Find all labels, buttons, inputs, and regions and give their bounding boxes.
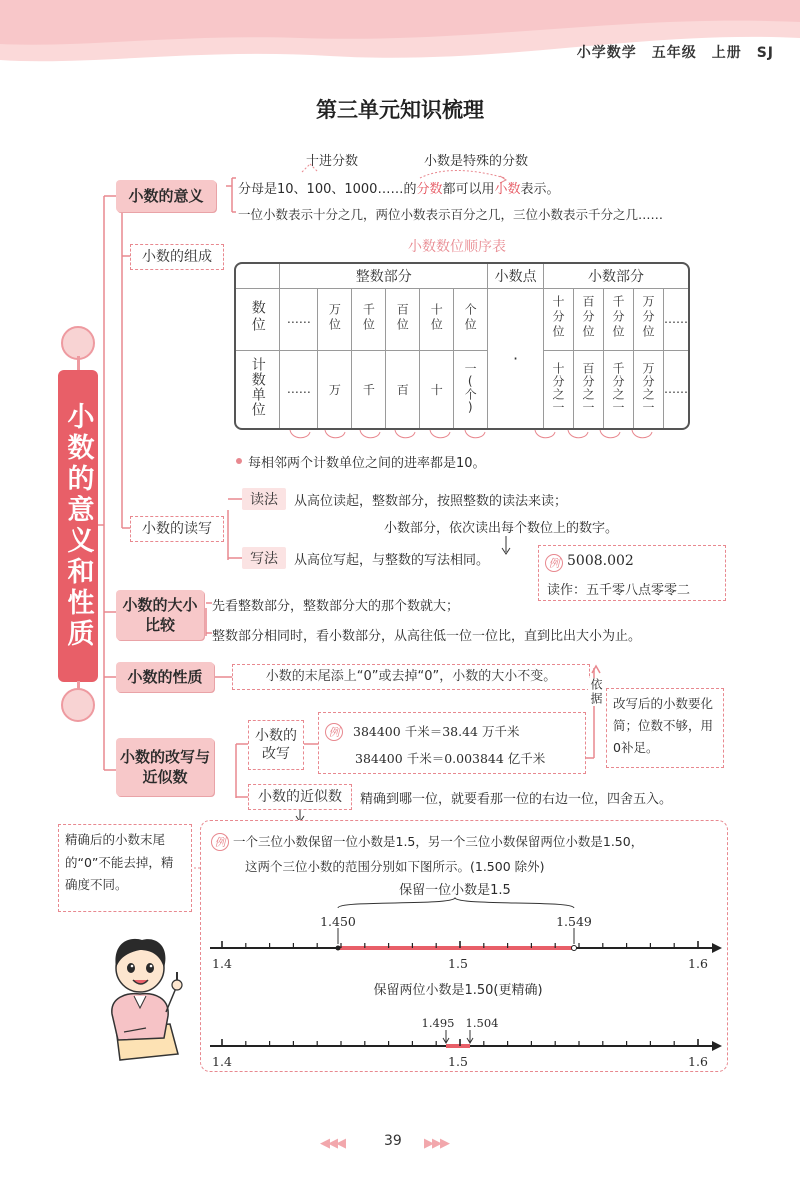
line2-ticks — [222, 1039, 698, 1046]
int-place-text: 十位 — [429, 302, 444, 333]
tick-label: 1.5 — [448, 1054, 468, 1069]
line1-low-label: 1.450 — [320, 914, 356, 929]
table-cell-int-unit: 万 — [318, 350, 352, 428]
meaning-line1-part: 都可以用 — [442, 182, 495, 197]
table-cell-dec-place — [633, 288, 663, 350]
approx-tag: 小数的近似数 — [248, 784, 352, 810]
simplify-note-box: 改写后的小数要化简；位数不够，用0补足。 — [606, 688, 724, 768]
table-cell-dec-place — [603, 288, 633, 350]
int-place-text: 千位 — [361, 302, 376, 333]
table-cell-int-place — [386, 288, 420, 350]
read-method-tag: 读法 — [242, 488, 286, 510]
example-icon: 例 — [325, 723, 343, 741]
basis-label: 依据 — [589, 678, 603, 706]
line1-caption: 保留一位小数是1.5 — [399, 883, 511, 898]
table-group-integer: 整数部分 — [280, 264, 488, 288]
dec-unit-text: 千分之一 — [610, 361, 625, 414]
dec-place-text: 百分位 — [581, 295, 595, 340]
dec-place-text: 千分位 — [610, 295, 625, 340]
place-value-table-title: 小数数位顺序表 — [408, 239, 506, 255]
compare-line2: 整数部分相同时，看小数部分，从高往低一位一位比，直到比出大小为止。 — [212, 629, 642, 644]
table-cell-point: · — [488, 288, 544, 428]
line2-high-label: 1.504 — [465, 1016, 499, 1030]
dec-place-text: 十分位 — [551, 295, 566, 340]
meaning-line2: 一位小数表示十分之几，两位小数表示百分之几，三位小数表示千分之几…… — [238, 207, 664, 222]
meaning-note-special-fraction: 小数是特殊的分数 — [424, 154, 529, 169]
read-method-line1: 从高位读起，整数部分，按照整数的读法来读； — [294, 494, 568, 509]
dec-unit-text: 十分之一 — [551, 361, 566, 414]
table-cell-dec-unit — [544, 350, 574, 428]
table-cell-int-place — [318, 288, 352, 350]
int-unit-text: 一(个) — [463, 361, 478, 414]
reading-box: 小数的读写 — [130, 516, 224, 542]
property-statement: 小数的末尾添上“0”或去掉“0”，小数的大小不变。 — [232, 664, 590, 690]
example-icon: 例 — [545, 554, 563, 572]
meaning-line1-part: 分母是10、100、1000……的 — [238, 182, 417, 197]
line1-ticks — [222, 941, 698, 948]
line2-arrow-icon — [712, 1041, 722, 1051]
table-cell-dec-unit — [603, 350, 633, 428]
table-cell-int-place — [454, 288, 488, 350]
line2-low-label: 1.495 — [421, 1016, 455, 1030]
table-cell-ellipsis: …… — [280, 350, 318, 428]
tick-label: 1.5 — [448, 956, 468, 971]
table-cell-int-unit — [454, 350, 488, 428]
tick-label: 1.6 — [688, 1054, 708, 1069]
table-cell-dec-place — [544, 288, 574, 350]
table-cell-ellipsis: …… — [664, 288, 689, 350]
meaning-line1-highlight-fraction: 分数 — [416, 182, 443, 197]
meaning-note-decimal-fraction: 十进分数 — [306, 154, 359, 169]
table-cell-int-unit: 百 — [386, 350, 420, 428]
compare-box: 小数的大小比较 — [116, 590, 204, 640]
side-note-box: 精确后的小数末尾的“0”不能去掉，精确度不同。 — [58, 824, 192, 912]
rate-note: 每相邻两个计数单位之间的进率都是10。 — [248, 456, 486, 471]
property-box: 小数的性质 — [116, 662, 214, 692]
line2-caption: 保留两位小数是1.50(更精确) — [373, 983, 543, 998]
table-cell-ellipsis: …… — [664, 350, 689, 428]
table-corner — [236, 264, 280, 288]
table-group-decimal: 小数部分 — [544, 264, 688, 288]
table-row-head-place — [236, 288, 280, 350]
rate-arrows-decoration — [280, 428, 680, 442]
table-cell-int-place — [420, 288, 454, 350]
rewrite-box: 小数的改写与近似数 — [116, 738, 214, 796]
int-place-text: 万位 — [327, 302, 342, 333]
rewrite-tag: 小数的改写 — [248, 720, 304, 770]
meaning-line1-part: 表示。 — [520, 182, 560, 197]
reading-example-read: 读作：五千零八点零零二 — [547, 583, 691, 598]
example-icon: 例 — [211, 833, 229, 851]
table-cell-int-unit: 千 — [352, 350, 386, 428]
composition-box: 小数的组成 — [130, 244, 224, 270]
compare-line1: 先看整数部分，整数部分大的那个数就大； — [212, 599, 460, 614]
spine-label: 小数的意义和性质 — [58, 370, 98, 682]
table-cell-dec-unit — [574, 350, 604, 428]
table-cell-dec-unit — [633, 350, 663, 428]
table-row-head-place-text: 数位 — [249, 300, 266, 334]
read-method-line2: 小数部分，依次读出每个数位上的数字。 — [384, 521, 619, 536]
place-value-table — [234, 262, 690, 430]
bullet-icon — [236, 458, 242, 464]
rewrite-example-line1: 384400 千米＝38.44 万千米 — [353, 724, 520, 739]
reading-example-number: 5008.002 — [567, 553, 634, 569]
table-cell-int-place — [352, 288, 386, 350]
tick-label: 1.4 — [212, 1054, 232, 1069]
line1-arrow-icon — [712, 943, 722, 953]
dec-place-text: 万分位 — [640, 295, 655, 340]
reading-example-box — [538, 545, 726, 601]
tick-label: 1.6 — [688, 956, 708, 971]
int-place-text: 个位 — [463, 302, 478, 333]
footer-left-arrows-icon: ◀◀◀ — [320, 1136, 344, 1151]
line1-high-point — [572, 946, 577, 951]
line2-high-pointer — [467, 1030, 473, 1043]
tick-label: 1.4 — [212, 956, 232, 971]
page-title: 第三单元知识梳理 — [316, 98, 484, 122]
meaning-line1-highlight-decimal: 小数 — [494, 182, 521, 197]
line1-brace — [338, 898, 574, 908]
meaning-line1 — [238, 178, 560, 197]
int-place-text: 百位 — [395, 302, 410, 333]
approx-rule: 精确到哪一位，就要看那一位的右边一位，四舍五入。 — [360, 792, 673, 807]
write-method-tag: 写法 — [242, 547, 286, 569]
write-method-line: 从高位写起，与整数的写法相同。 — [294, 553, 490, 568]
table-cell-dec-place — [574, 288, 604, 350]
footer-right-arrows-icon: ▶▶▶ — [424, 1136, 448, 1151]
table-cell-ellipsis: …… — [280, 288, 318, 350]
number-lines — [200, 870, 728, 1070]
page-number: 39 — [384, 1133, 402, 1149]
table-row-head-unit — [236, 350, 280, 428]
line1-high-label: 1.549 — [556, 914, 592, 929]
line2-low-pointer — [443, 1030, 449, 1043]
table-group-point: 小数点 — [488, 264, 544, 288]
number-line-text-line1: 一个三位小数保留一位小数是1.5，另一个三位小数保留两位小数是1.50， — [233, 834, 644, 849]
number-line-text-line2: 这两个三位小数的范围分别如下图所示。(1.500 除外) — [245, 859, 545, 874]
rewrite-example-line2: 384400 千米＝0.003844 亿千米 — [355, 751, 546, 766]
cartoon-boy-illustration — [90, 928, 190, 1068]
dec-unit-text: 万分之一 — [640, 361, 655, 414]
meaning-box: 小数的意义 — [116, 180, 216, 212]
table-row-head-unit-text: 计数单位 — [249, 357, 266, 418]
rewrite-example-box — [318, 712, 586, 774]
dec-unit-text: 百分之一 — [581, 361, 595, 414]
header-title: 小学数学 五年级 上册 SJ — [576, 45, 774, 61]
table-cell-int-unit: 十 — [420, 350, 454, 428]
line1-low-point — [336, 946, 341, 951]
